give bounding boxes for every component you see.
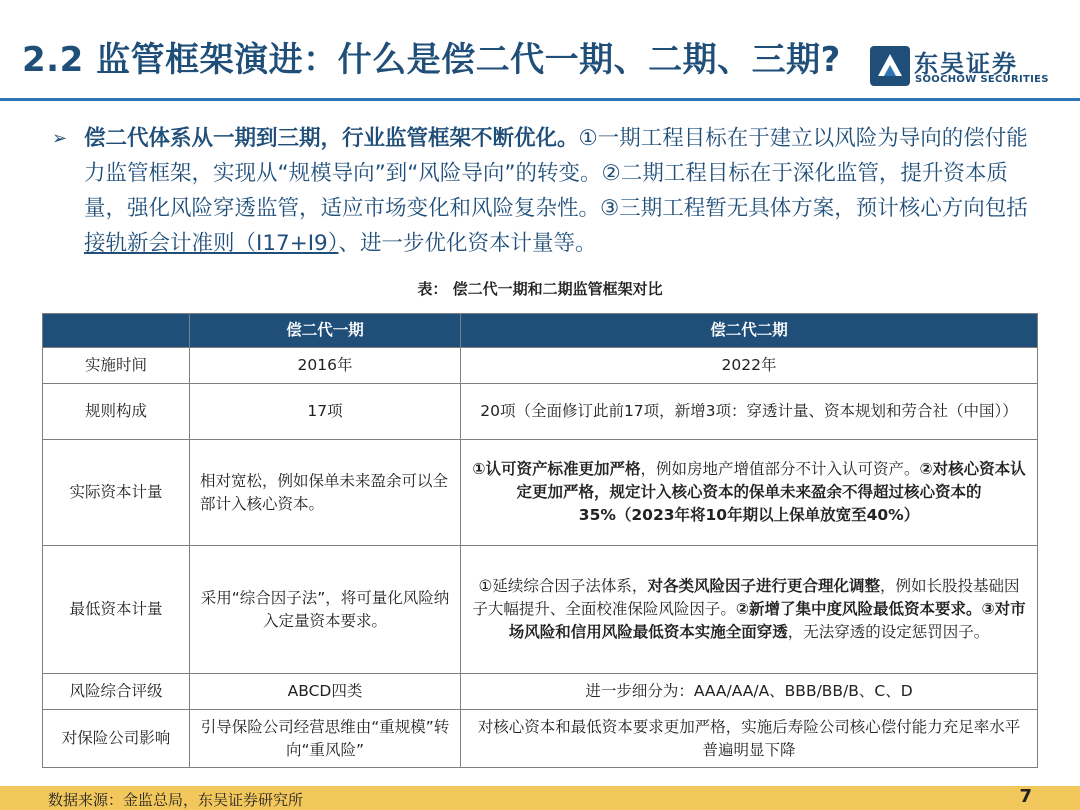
header-empty bbox=[43, 314, 190, 348]
phase2-text-part: 对各类风险因子进行更合理化调整 bbox=[647, 577, 880, 595]
phase1-cell: 2016年 bbox=[190, 348, 461, 384]
phase1-cell: ABCD四类 bbox=[190, 674, 461, 710]
table-row bbox=[43, 546, 1038, 674]
phase2-cell: 进一步细分为：AAA/AA/A、BBB/BB/B、C、D bbox=[461, 674, 1038, 710]
phase2-cell bbox=[461, 440, 1038, 546]
table-row bbox=[43, 440, 1038, 546]
logo-chinese-name: 东吴证券 bbox=[914, 50, 1018, 78]
phase2-text-part: ，无法穿透的设定惩罚因子。 bbox=[787, 623, 990, 641]
bullet-arrow-icon: ➢ bbox=[52, 128, 68, 149]
summary-text-2: 、进一步优化资本计量等。 bbox=[338, 231, 597, 256]
table-row bbox=[43, 348, 1038, 384]
title-divider bbox=[0, 98, 1080, 101]
phase2-cell bbox=[461, 546, 1038, 674]
company-logo bbox=[870, 44, 1070, 90]
row-label: 最低资本计量 bbox=[43, 546, 190, 674]
phase1-cell: 采用“综合因子法”，将可量化风险纳入定量资本要求。 bbox=[190, 546, 461, 674]
summary-paragraph bbox=[84, 121, 1044, 261]
table-header-row bbox=[43, 314, 1038, 348]
row-label: 对保险公司影响 bbox=[43, 710, 190, 768]
summary-text-1: ①一期工程目标在于建立以风险为导向的偿付能力监管框架，实现从“规模导向”到“风险导向”的转变。②二期工程目标在于深化监管，提升资本质量，强化风险穿透监管，适应市场变化和风险复杂性。③三期工程暂无具体方案，预计核心方向包括 bbox=[84, 126, 1028, 221]
phase2-text-part: ②新增了集中度风险最低资本要求。③对市场风险和信用风险最低资本实施全面穿透 bbox=[508, 600, 1026, 641]
summary-lead: 偿二代体系从一期到三期，行业监管框架不断优化。 bbox=[84, 126, 579, 151]
table-caption: 表： 偿二代一期和二期监管框架对比 bbox=[417, 280, 663, 298]
phase2-text-part: ②对核心资本认定更加严格，规定计入核心资本的保单未来盈余不得超过核心资本的35%（2023年将10年期以上保单放宽至40%） bbox=[516, 460, 1026, 524]
row-label: 实施时间 bbox=[43, 348, 190, 384]
header-phase2: 偿二代二期 bbox=[461, 314, 1038, 348]
phase1-cell: 17项 bbox=[190, 384, 461, 440]
logo-english-name: SOOCHOW SECURITIES bbox=[915, 74, 1049, 85]
header-phase1: 偿二代一期 bbox=[190, 314, 461, 348]
phase2-text-part: ①认可资产标准更加严格 bbox=[472, 460, 641, 478]
phase1-cell: 相对宽松，例如保单未来盈余可以全部计入核心资本。 bbox=[190, 440, 461, 546]
phase2-cell: 2022年 bbox=[461, 348, 1038, 384]
phase2-text-part: ，例如房地产增值部分不计入认可资产。 bbox=[640, 460, 920, 478]
table-row bbox=[43, 384, 1038, 440]
table-row bbox=[43, 710, 1038, 768]
page-number: 7 bbox=[1019, 786, 1032, 807]
page-title: 2.2 监管框架演进：什么是偿二代一期、二期、三期? bbox=[22, 40, 841, 80]
phase2-cell: 20项（全面修订此前17项，新增3项：穿透计量、资本规划和劳合社（中国）） bbox=[461, 384, 1038, 440]
phase2-text-part: ，例如长股投基础因子大幅提升、全面校准保险风险因子。 bbox=[472, 577, 1020, 618]
table-row bbox=[43, 674, 1038, 710]
phase1-cell: 引导保险公司经营思维由“重规模”转向“重风险” bbox=[190, 710, 461, 768]
phase2-text-part: ①延续综合因子法体系， bbox=[478, 577, 648, 595]
row-label: 实际资本计量 bbox=[43, 440, 190, 546]
data-source: 数据来源：金监总局，东吴证券研究所 bbox=[48, 791, 304, 809]
summary-underlined: 接轨新会计准则（I17+I9） bbox=[84, 231, 339, 256]
row-label: 风险综合评级 bbox=[43, 674, 190, 710]
row-label: 规则构成 bbox=[43, 384, 190, 440]
soochow-logo-icon bbox=[870, 46, 910, 86]
comparison-table bbox=[42, 313, 1038, 768]
phase2-cell: 对核心资本和最低资本要求更加严格，实施后寿险公司核心偿付能力充足率水平普遍明显下降 bbox=[461, 710, 1038, 768]
